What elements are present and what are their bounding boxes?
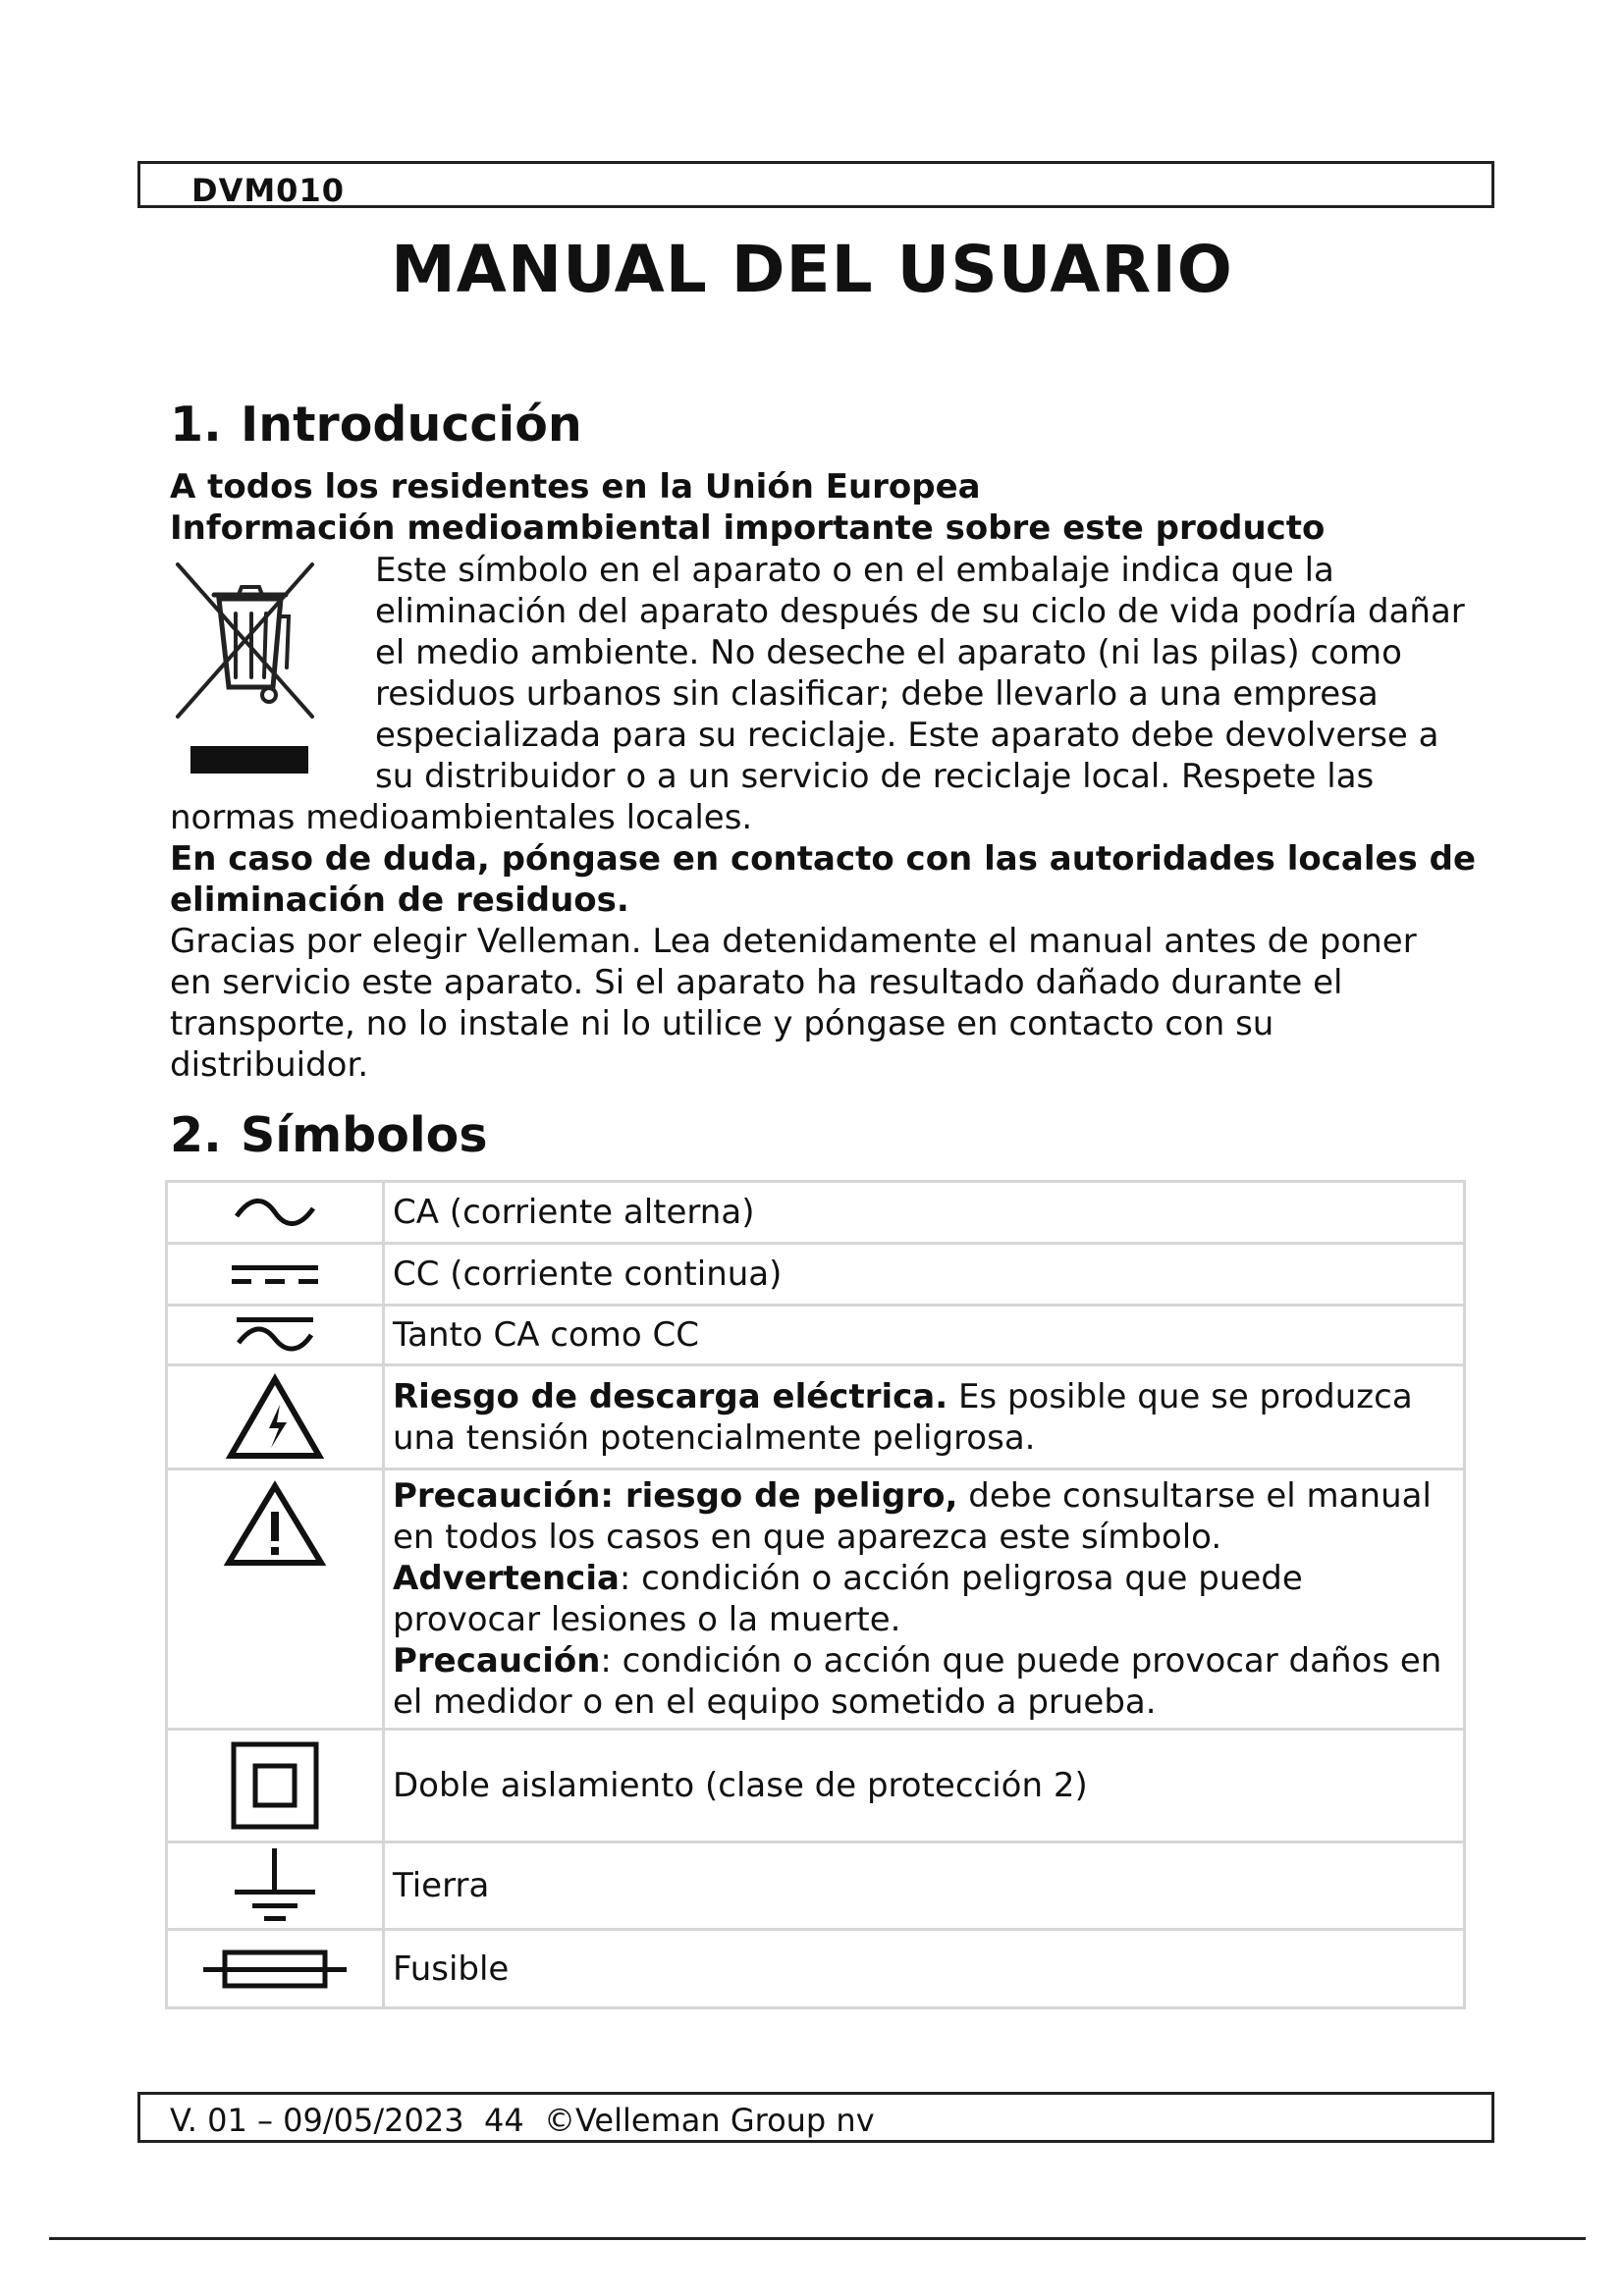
symbol-cell (167, 1730, 384, 1842)
dc-icon (228, 1259, 322, 1289)
weee-line: especializada para su reciclaje. Este aparato debe devolverse a (375, 716, 1439, 755)
section-title: Introducción (241, 397, 582, 453)
table-row (167, 1730, 1465, 1842)
weee-line: eliminación del aparato después de su ciclo de vida podría dañar (375, 592, 1465, 631)
symbol-description: Fusible (384, 1930, 1465, 2008)
table-row (167, 1469, 1465, 1730)
table-row (167, 1930, 1465, 2008)
symbol-description (384, 1365, 1465, 1469)
symbol-description: Tanto CA como CC (384, 1306, 1465, 1365)
table-row (167, 1365, 1465, 1469)
ground-icon (231, 1846, 319, 1925)
symbol-cell (167, 1244, 384, 1306)
symbols-table (165, 1180, 1466, 2009)
weee-line: residuos urbanos sin clasificar; debe llevarlo a una empresa (375, 674, 1379, 714)
shock-risk-line2: una tensión potencialmente peligrosa. (393, 1417, 1036, 1458)
caution2-bold: Precaución (393, 1641, 601, 1681)
caution-line2: en todos los casos en que aparezca este símbolo. (393, 1518, 1222, 1557)
table-row (167, 1244, 1465, 1306)
caution2-text: : condición o acción que puede provocar daños en (600, 1641, 1442, 1681)
symbol-cell (167, 1182, 384, 1244)
environment-info-line: Información medioambiental importante sobre este producto (170, 508, 1326, 548)
section-heading-symbols (170, 1107, 488, 1163)
doubt-line: En caso de duda, póngase en contacto con las autoridades locales de (170, 839, 1477, 879)
table-row (167, 1182, 1465, 1244)
thanks-line: distribuidor. (170, 1045, 369, 1085)
electric-shock-warning-icon (226, 1373, 324, 1462)
warning-text: : condición o acción peligrosa que puede (619, 1559, 1303, 1598)
symbol-description (384, 1469, 1465, 1730)
warning-line2: provocar lesiones o la muerte. (393, 1600, 901, 1639)
symbol-cell (167, 1469, 384, 1730)
table-row (167, 1842, 1465, 1930)
weee-tail-line: normas medioambientales locales. (170, 798, 753, 837)
eu-residents-line: A todos los residentes en la Unión Europea (170, 467, 981, 507)
symbol-description: Doble aislamiento (clase de protección 2) (384, 1730, 1465, 1842)
shock-risk-text: Es posible que se produzca (947, 1376, 1413, 1416)
page-title: MANUAL DEL USUARIO (391, 232, 1233, 307)
section-heading-introduction (170, 397, 582, 453)
double-insulation-icon (230, 1740, 320, 1831)
symbol-cell (167, 1930, 384, 2008)
caution-bold: Precaución: riesgo de peligro, (393, 1476, 958, 1516)
section-number: 2. (170, 1107, 222, 1163)
weee-paragraph-tail (170, 797, 1476, 1086)
footer-box (137, 2092, 1494, 2143)
caution-text: debe consultarse el manual (957, 1476, 1432, 1516)
model-number: DVM010 (191, 172, 345, 209)
symbol-cell (167, 1365, 384, 1469)
warning-bold: Advertencia (393, 1559, 620, 1598)
weee-line: Este símbolo en el aparato o en el embalaje indica que la (375, 551, 1334, 590)
caution2-line2: el medidor o en el equipo sometido a prueba. (393, 1682, 1157, 1722)
weee-line: su distribuidor o a un servicio de reciclaje local. Respete las (375, 757, 1375, 796)
weee-paragraph (375, 550, 1465, 797)
symbol-description: CA (corriente alterna) (384, 1182, 1465, 1244)
fuse-icon (201, 1948, 349, 1991)
shock-risk-bold: Riesgo de descarga eléctrica. (393, 1376, 948, 1416)
thanks-line: transporte, no lo instale ni lo utilice y póngase en contacto con su (170, 1004, 1274, 1043)
ac-sine-icon (231, 1195, 319, 1230)
doubt-line: eliminación de residuos. (170, 881, 629, 920)
crossed-out-wheeled-bin-icon (175, 560, 322, 775)
header-box (137, 161, 1494, 208)
symbol-cell (167, 1306, 384, 1365)
section-title: Símbolos (241, 1107, 488, 1163)
symbol-description: CC (corriente continua) (384, 1244, 1465, 1306)
caution-triangle-icon (224, 1480, 326, 1569)
symbol-description: Tierra (384, 1842, 1465, 1930)
thanks-line: en servicio este aparato. Si el aparato ha resultado dañado durante el (170, 963, 1343, 1002)
thanks-line: Gracias por elegir Velleman. Lea detenidamente el manual antes de poner (170, 922, 1417, 961)
ac-dc-icon (231, 1313, 319, 1357)
section-number: 1. (170, 397, 222, 453)
table-row (167, 1306, 1465, 1365)
footer-text: V. 01 – 09/05/2023 44 ©Velleman Group nv (170, 2102, 875, 2139)
weee-line: el medio ambiente. No deseche el aparato (ni las pilas) como (375, 633, 1402, 672)
bottom-divider (49, 2237, 1586, 2240)
symbol-cell (167, 1842, 384, 1930)
